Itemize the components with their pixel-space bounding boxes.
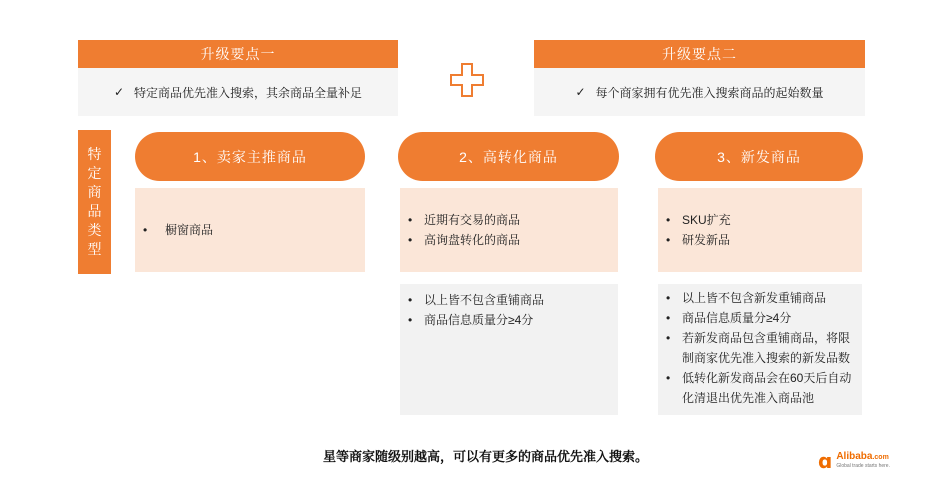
category-items-box-1: [135, 188, 365, 272]
side-label-char: 定: [87, 165, 102, 181]
list-item: • 若新发商品包含重铺商品，将限制商家优先准入搜索的新发品数: [666, 328, 856, 368]
alibaba-tagline: Global trade starts here.: [836, 463, 890, 469]
category-pill-1: [135, 132, 365, 181]
list-item: • 低转化新发商品会在60天后自动化清退出优先准入商品池: [666, 368, 856, 408]
alibaba-logo: [818, 451, 890, 471]
point-one-header: [78, 40, 398, 68]
point-two-header: [534, 40, 865, 68]
point-two-body: [534, 68, 865, 116]
side-label-char: 类: [87, 222, 102, 238]
category-conditions-box-3: [658, 284, 862, 415]
list-item: • 高询盘转化的商品: [408, 230, 520, 250]
category-conditions-list: [408, 290, 618, 330]
list-item: • 研发新品: [666, 230, 731, 250]
point-two-text: 每个商家拥有优先准入搜索商品的起始数量: [595, 85, 824, 100]
check-icon: ✓: [575, 85, 586, 99]
side-label-char: 商: [87, 184, 102, 200]
alibaba-logo-icon: ɑ: [818, 449, 833, 473]
side-label-char: 品: [87, 203, 102, 219]
category-items-list: [666, 210, 731, 250]
point-two-title: 升级要点二: [662, 46, 737, 62]
category-title: 2、高转化商品: [459, 148, 558, 165]
category-title: 3、新发商品: [717, 148, 801, 165]
list-item: • SKU扩充: [666, 210, 731, 230]
category-conditions-box-2: [400, 284, 618, 415]
list-item: • 商品信息质量分≥4分: [408, 310, 618, 330]
point-one-body: [78, 68, 398, 116]
alibaba-wordmark: Alibaba.com: [836, 451, 889, 462]
category-pill-3: [655, 132, 863, 181]
side-label-char: 特: [87, 146, 102, 162]
list-item: • 商品信息质量分≥4分: [666, 308, 856, 328]
side-label-char: 型: [87, 241, 102, 257]
check-icon: ✓: [113, 85, 125, 99]
list-item: • 以上皆不包含重铺商品: [408, 290, 618, 310]
plus-icon: [449, 62, 485, 98]
list-item: • 以上皆不包含新发重铺商品: [666, 288, 856, 308]
point-one-text: 特定商品优先准入搜索，其余商品全量补足: [134, 85, 363, 100]
alibaba-logo-text: [836, 451, 890, 470]
point-one-title: 升级要点一: [200, 46, 276, 62]
footer-note: 星等商家随级别越高，可以有更多的商品优先准入搜索。: [322, 449, 648, 464]
list-item: • 近期有交易的商品: [408, 210, 520, 230]
category-title: 1、卖家主推商品: [193, 148, 307, 165]
side-label: [78, 130, 111, 274]
category-pill-2: [398, 132, 619, 181]
category-items-box-2: [400, 188, 618, 272]
list-item: • 橱窗商品: [143, 220, 213, 240]
category-conditions-list: [666, 288, 856, 408]
category-items-list: [408, 210, 520, 250]
category-items-list: [143, 220, 213, 240]
category-items-box-3: [658, 188, 862, 272]
